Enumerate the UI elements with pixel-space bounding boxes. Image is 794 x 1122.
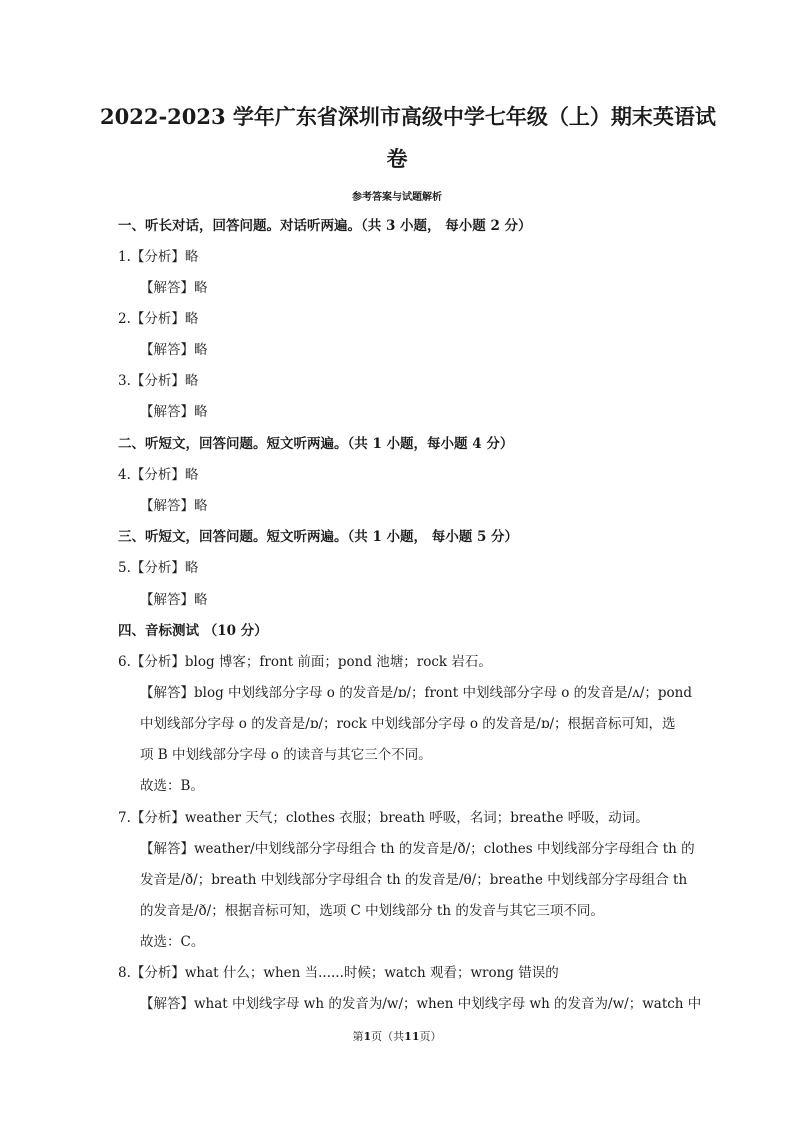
question-4-analysis: 4.【分析】略 bbox=[118, 467, 199, 483]
question-8-answer-line1: 【解答】what 中划线字母 wh 的发音为/w/；when 中划线字母 wh 的发音为/w/；watch 中 bbox=[140, 996, 702, 1012]
question-6-choice: 故选：B。 bbox=[140, 778, 204, 794]
question-7-answer-line1: 【解答】weather/中划线部分字母组合 th 的发音是/ð/；clothes 中划线部分字母组合 th 的 bbox=[140, 841, 695, 857]
question-5-answer: 【解答】略 bbox=[140, 592, 208, 608]
question-6-analysis: 6.【分析】blog 博客；front 前面；pond 池塘；rock 岩石。 bbox=[118, 654, 492, 670]
footer-prefix: 第 bbox=[352, 1030, 364, 1043]
question-6-answer-line1: 【解答】blog 中划线部分字母 o 的发音是/ɒ/；front 中划线部分字母 o 的发音是/ʌ/；pond bbox=[140, 685, 692, 701]
question-5-analysis: 5.【分析】略 bbox=[118, 560, 199, 576]
page-footer bbox=[0, 1028, 794, 1044]
section-heading-2: 二、听短文，回答问题。短文听两遍。（共 1 小题，每小题 4 分） bbox=[118, 436, 514, 452]
document-title-line1: 2022-2023 学年广东省深圳市高级中学七年级（上）期末英语试 bbox=[100, 104, 716, 129]
question-3-answer: 【解答】略 bbox=[140, 404, 208, 420]
footer-suffix: 页） bbox=[419, 1030, 442, 1043]
footer-total-pages: 11 bbox=[404, 1030, 420, 1043]
section-heading-3: 三、听短文，回答问题。短文听两遍。（共 1 小题， 每小题 5 分） bbox=[118, 529, 519, 545]
question-7-choice: 故选：C。 bbox=[140, 934, 205, 950]
question-8-analysis: 8.【分析】what 什么；when 当......时候；watch 观看；wrong 错误的 bbox=[118, 965, 559, 981]
document-title-line2: 卷 bbox=[386, 146, 408, 171]
question-6-answer-line2: 中划线部分字母 o 的发音是/ɒ/；rock 中划线部分字母 o 的发音是/ɒ/；根据音标可知，选 bbox=[140, 716, 676, 732]
footer-page-number: 1 bbox=[363, 1030, 372, 1043]
question-7-answer-line3: 的发音是/ð/；根据音标可知，选项 C 中划线部分 th 的发音与其它三项不同。 bbox=[140, 903, 604, 919]
question-2-answer: 【解答】略 bbox=[140, 342, 208, 358]
question-7-answer-line2: 发音是/ð/；breath 中划线部分字母组合 th 的发音是/θ/；breathe 中划线部分字母组合 th bbox=[140, 872, 688, 888]
question-3-analysis: 3.【分析】略 bbox=[118, 373, 199, 389]
question-1-answer: 【解答】略 bbox=[140, 280, 208, 296]
document-subtitle: 参考答案与试题解析 bbox=[352, 192, 442, 203]
question-2-analysis: 2.【分析】略 bbox=[118, 311, 199, 327]
question-6-answer-line3: 项 B 中划线部分字母 o 的读音与其它三个不同。 bbox=[140, 747, 432, 763]
question-1-analysis: 1.【分析】略 bbox=[118, 249, 199, 265]
question-7-analysis: 7.【分析】weather 天气；clothes 衣服；breath 呼吸，名词；breathe 呼吸，动词。 bbox=[118, 810, 649, 826]
section-heading-4: 四、音标测试 （10 分） bbox=[118, 623, 268, 639]
footer-middle: 页（共 bbox=[371, 1030, 405, 1043]
question-4-answer: 【解答】略 bbox=[140, 498, 208, 514]
section-heading-1: 一、听长对话，回答问题。对话听两遍。（共 3 小题， 每小题 2 分） bbox=[118, 218, 532, 234]
